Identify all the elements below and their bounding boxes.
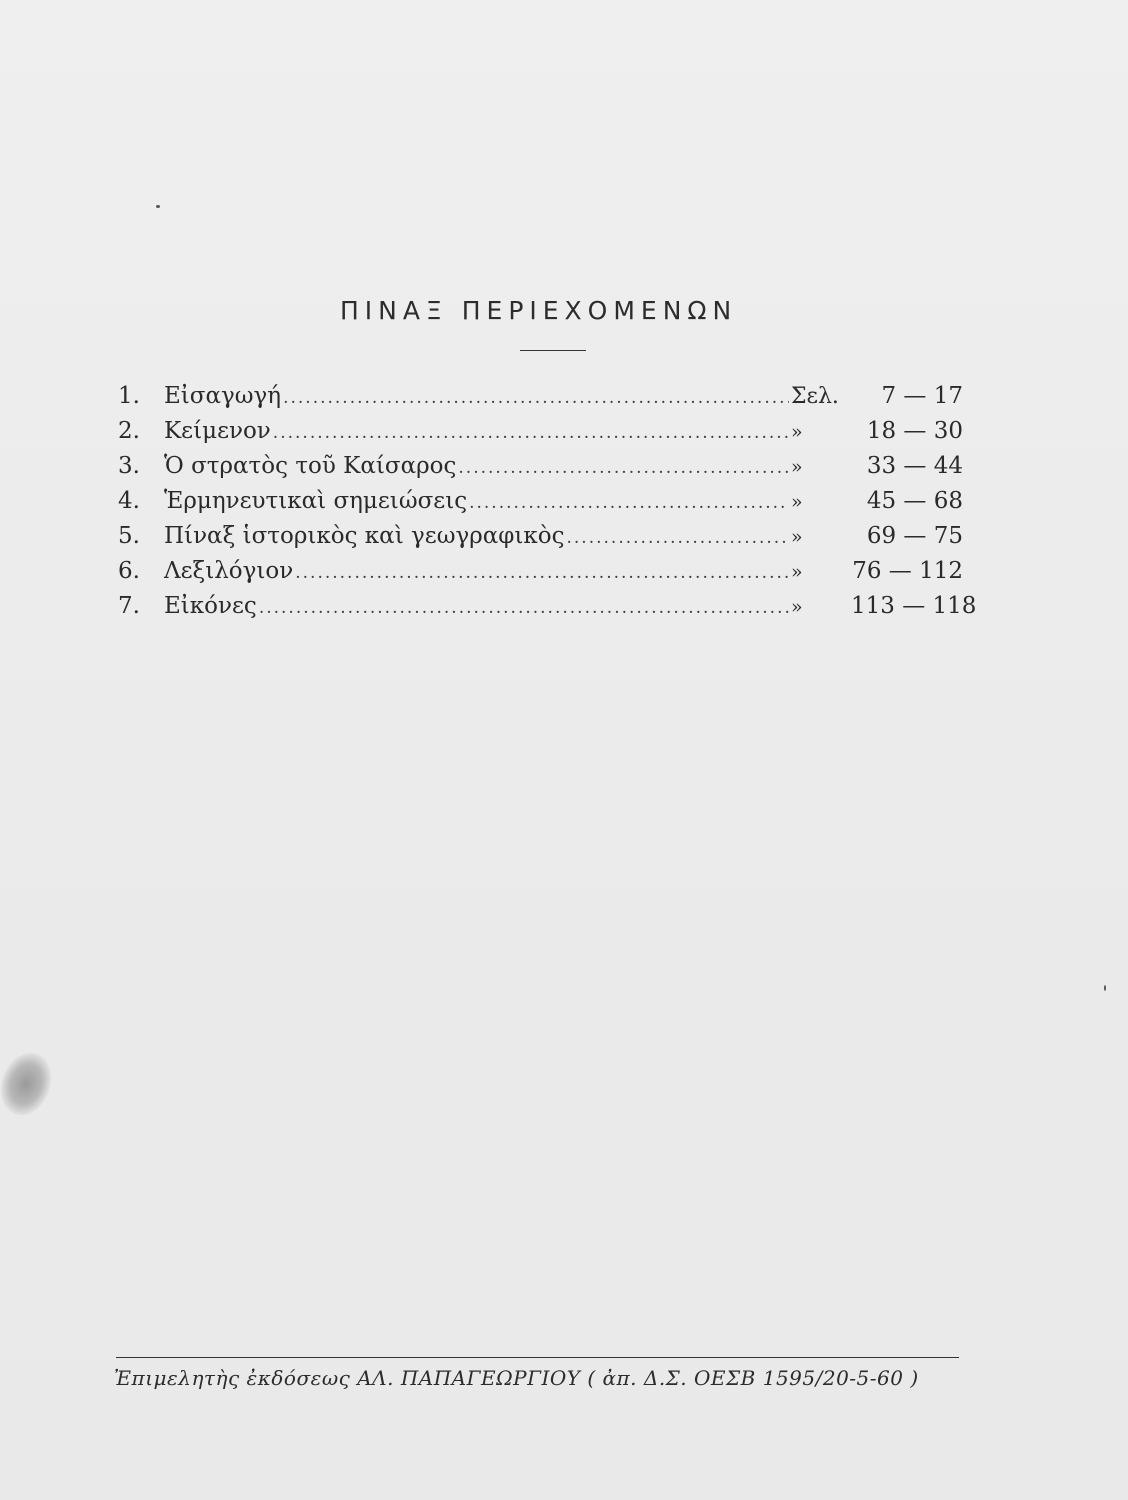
title-divider <box>520 350 586 351</box>
toc-entry-ditto-mark: » <box>791 526 803 548</box>
toc-entry-number: 2. <box>118 418 140 444</box>
dot-leader <box>283 388 789 408</box>
footer-divider <box>116 1357 959 1358</box>
toc-entry-number: 7. <box>118 593 140 619</box>
toc-entry-pages: 45 — 68 <box>866 488 963 514</box>
toc-entry-title: Ἑρμηνευτικαὶ σημειώσεις <box>164 488 468 514</box>
dot-leader <box>295 563 789 583</box>
table-of-contents <box>118 383 977 628</box>
dot-leader <box>567 528 790 548</box>
ink-speck <box>156 205 160 208</box>
toc-entry-pages: 18 — 30 <box>866 418 963 444</box>
toc-entry-number: 1. <box>118 383 140 409</box>
toc-entry-number: 6. <box>118 558 140 584</box>
page-title: ΠΙΝΑΞ ΠΕΡΙΕΧΟΜΕΝΩΝ <box>340 296 738 325</box>
toc-entry-ditto-mark: » <box>791 491 803 513</box>
toc-entry-pages: 113 — 118 <box>851 593 977 619</box>
toc-entry-pages: 69 — 75 <box>866 523 963 549</box>
toc-entry-ditto-mark: » <box>791 596 803 618</box>
dot-leader <box>273 423 789 443</box>
toc-entry-title: Εἰκόνες <box>164 593 257 619</box>
toc-entry-title: Λεξιλόγιον <box>164 558 294 584</box>
toc-entry-number: 3. <box>118 453 140 479</box>
toc-entry-pages: 76 — 112 <box>852 558 963 584</box>
editor-credit: Ἐπιμελητὴς ἐκδόσεως ΑΛ. ΠΑΠΑΓΕΩΡΓΙΟΥ ( ἀπ. Δ.Σ. ΟΕΣΒ 1595/20-5-60 ) <box>114 1366 919 1390</box>
toc-entry-page-label: Σελ. <box>791 384 839 409</box>
dot-leader <box>469 493 789 513</box>
toc-entry-number: 4. <box>118 488 140 514</box>
toc-entry-pages: 7 — 17 <box>881 383 963 409</box>
toc-entry <box>118 418 963 453</box>
ink-smudge <box>0 1046 59 1123</box>
toc-entry <box>118 453 963 488</box>
toc-entry-title: Εἰσαγωγή <box>164 383 282 409</box>
toc-entry-ditto-mark: » <box>791 456 803 478</box>
dot-leader <box>458 458 789 478</box>
toc-entry-title: Κείμενον <box>164 418 271 444</box>
ink-speck <box>1104 985 1106 991</box>
toc-entry-pages: 33 — 44 <box>866 453 963 479</box>
toc-entry <box>118 523 963 558</box>
toc-entry <box>118 593 977 628</box>
toc-entry-ditto-mark: » <box>791 561 803 583</box>
toc-entry-title: Πίναξ ἱστορικὸς καὶ γεωγραφικὸς <box>164 523 565 549</box>
toc-entry-ditto-mark: » <box>791 421 803 443</box>
toc-entry <box>118 488 963 523</box>
toc-entry-title: Ὁ στρατὸς τοῦ Καίσαρος <box>164 453 457 479</box>
toc-entry <box>118 558 963 593</box>
toc-entry <box>118 383 963 418</box>
dot-leader <box>259 598 789 618</box>
toc-entry-number: 5. <box>118 523 140 549</box>
